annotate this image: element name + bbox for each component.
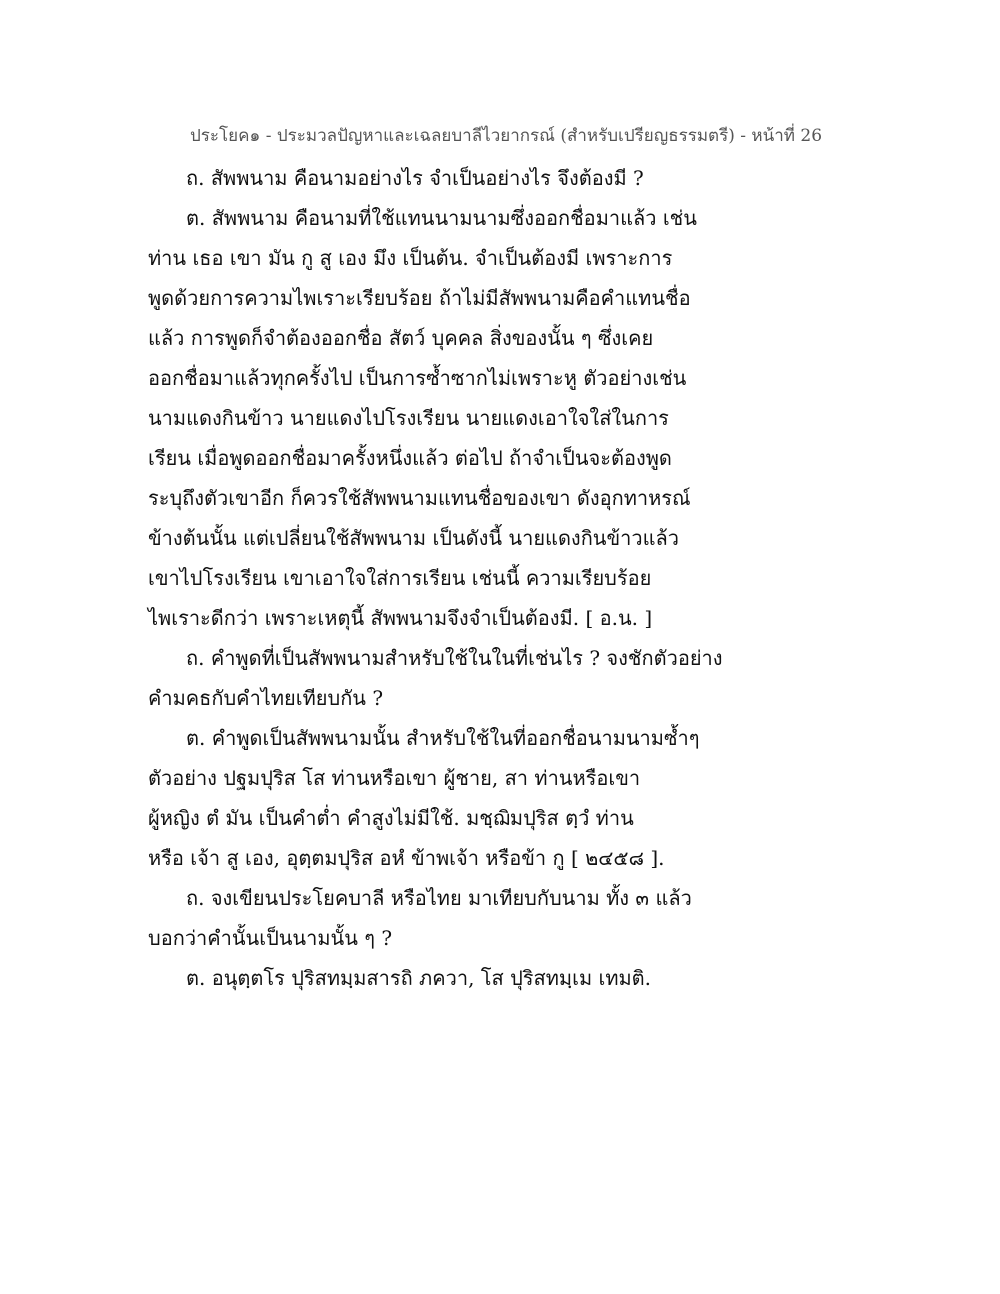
answer-line: ต. อนุตฺตโร ปุริสทมฺมสารถิ ภควา, โส ปุริสทมฺเม เทมติ. <box>186 966 652 990</box>
text-line: แล้ว การพูดก็จำต้องออกชื่อ สัตว์ บุคคล สิ่งของนั้น ๆ ซึ่งเคย <box>148 326 654 350</box>
text-line: ผู้หญิง ตํ มัน เป็นคำต่ำ คำสูงไม่มีใช้. มชฺฌิมปุริส ตฺวํ ท่าน <box>148 806 634 830</box>
text-line: ระบุถึงตัวเขาอีก ก็ควรใช้สัพพนามแทนชื่อของเขา ดังอุกทาหรณ์ <box>148 486 691 510</box>
text-line: เขาไปโรงเรียน เขาเอาใจใส่การเรียน เช่นนี้ ความเรียบร้อย <box>148 566 652 590</box>
text-line: ข้างต้นนั้น แต่เปลี่ยนใช้สัพพนาม เป็นดังนี้ นายแดงกินข้าวแล้ว <box>148 526 679 550</box>
text-line: ตัวอย่าง ปฐมปุริส โส ท่านหรือเขา ผู้ชาย, สา ท่านหรือเขา <box>148 766 641 790</box>
answer-line: ต. คำพูดเป็นสัพพนามนั้น สำหรับใช้ในที่ออกชื่อนามนามซ้ำๆ <box>186 726 700 750</box>
question-line: ถ. สัพพนาม คือนามอย่างไร จำเป็นอย่างไร จึงต้องมี ? <box>186 166 644 190</box>
text-line: บอกว่าคำนั้นเป็นนามนั้น ๆ ? <box>148 926 393 950</box>
text-line: พูดด้วยการความไพเราะเรียบร้อย ถ้าไม่มีสัพพนามคือคำแทนชื่อ <box>148 286 691 310</box>
text-line: คำมคธกับคำไทยเทียบกัน ? <box>148 686 384 710</box>
text-line: เรียน เมื่อพูดออกชื่อมาครั้งหนึ่งแล้ว ต่อไป ถ้าจำเป็นจะต้องพูด <box>148 446 672 470</box>
text-line: หรือ เจ้า สู เอง, อุตฺตมปุริส อหํ ข้าพเจ้า หรือข้า กู [ ๒๔๕๘ ]. <box>148 846 665 870</box>
body-text <box>148 158 838 998</box>
text-line: ไพเราะดีกว่า เพราะเหตุนี้ สัพพนามจึงจำเป็นต้องมี. [ อ.น. ] <box>148 606 653 630</box>
page-header: ประโยค๑ - ประมวลปัญหาและเฉลยบาลีไวยากรณ์ (สำหรับเปรียญธรรมตรี) - หน้าที่ 26 <box>190 126 823 146</box>
text-line: นามแดงกินข้าว นายแดงไปโรงเรียน นายแดงเอาใจใส่ในการ <box>148 406 669 430</box>
text-line: ท่าน เธอ เขา มัน กู สู เอง มึง เป็นต้น. จำเป็นต้องมี เพราะการ <box>148 246 673 270</box>
answer-line: ต. สัพพนาม คือนามที่ใช้แทนนามนามซึ่งออกชื่อมาแล้ว เช่น <box>186 206 697 230</box>
text-line: ออกชื่อมาแล้วทุกครั้งไป เป็นการซ้ำซากไม่เพราะหู ตัวอย่างเช่น <box>148 366 687 390</box>
question-line: ถ. คำพูดที่เป็นสัพพนามสำหรับใช้ในในที่เช่นไร ? จงชักตัวอย่าง <box>186 646 723 670</box>
question-line: ถ. จงเขียนประโยคบาลี หรือไทย มาเทียบกับนาม ทั้ง ๓ แล้ว <box>186 886 692 910</box>
